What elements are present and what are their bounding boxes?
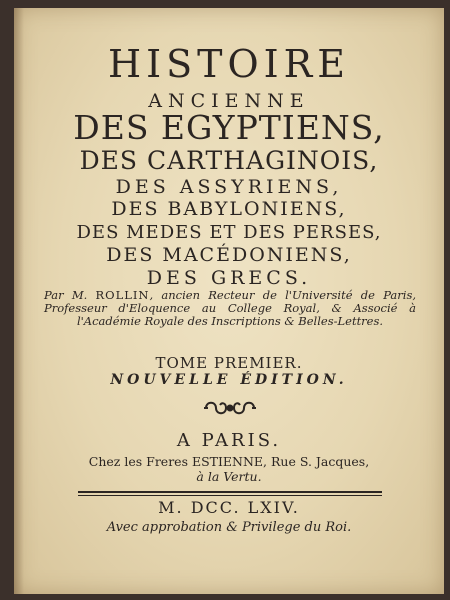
book-subtitle: ANCIENNE — [148, 90, 310, 112]
author-prefix: Par M. — [44, 288, 88, 302]
imprint-date: M. DCC. LXIV. — [158, 498, 300, 517]
peoples-line-6: DES MACÉDONIENS, — [106, 244, 352, 266]
imprint-place: A PARIS. — [176, 430, 282, 451]
imprint-publisher: Chez les Freres ESTIENNE, Rue S. Jacques, — [88, 454, 370, 469]
imprint-rule-thin — [78, 495, 382, 496]
peoples-line-4: DES BABYLONIENS, — [111, 198, 347, 220]
author-description: , ancien Recteur de l'Université de Paris, Professeur d'Eloquence au College Royal, & Associé à l'Académie Royale des Inscriptions & Belles-Lettres. — [44, 288, 417, 328]
title-page — [14, 8, 444, 594]
printers-ornament-icon — [202, 397, 258, 419]
privilege-statement: Avec approbation & Privilege du Roi. — [106, 520, 352, 535]
volume-label: TOME PREMIER. — [155, 354, 303, 372]
edition-label: NOUVELLE ÉDITION. — [110, 372, 348, 388]
peoples-line-3: DES ASSYRIENS, — [115, 176, 343, 198]
peoples-line-7: DES GRECS. — [146, 267, 312, 289]
peoples-line-2: DES CARTHAGINOIS, — [79, 146, 379, 175]
book-title: HISTOIRE — [107, 42, 351, 86]
author-name: ROLLIN — [95, 288, 150, 302]
imprint-address: à la Vertu. — [196, 469, 262, 484]
peoples-line-5: DES MEDES ET DES PERSES, — [76, 222, 382, 243]
author-statement — [44, 289, 416, 328]
peoples-line-1: DES EGYPTIENS, — [73, 108, 385, 147]
imprint-rule-thick — [78, 491, 382, 493]
